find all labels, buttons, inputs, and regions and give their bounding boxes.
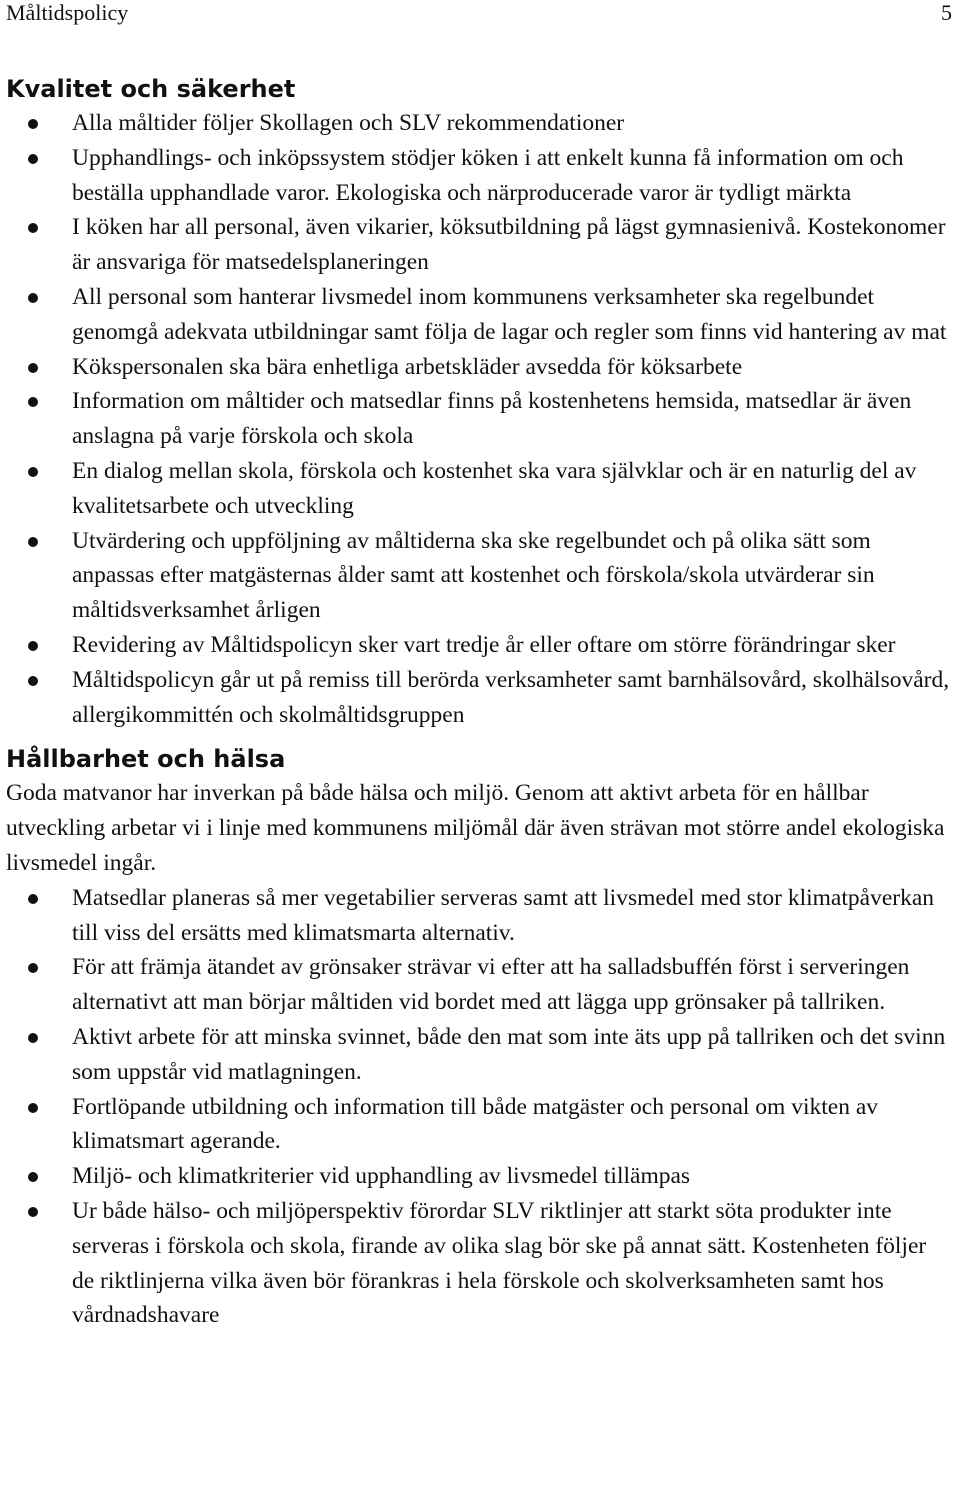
section-heading: Kvalitet och säkerhet bbox=[6, 75, 296, 103]
list-item bbox=[6, 950, 951, 1020]
section-sustainability-health bbox=[6, 742, 951, 1333]
list-item-text: I köken har all personal, även vikarier, köksutbildning på lägst gymnasienivå. Kostekonomer är ansvariga för matsedelsplaneringen bbox=[72, 214, 946, 276]
bullet-icon bbox=[28, 894, 38, 904]
bullet-icon bbox=[28, 641, 38, 651]
section-quality-safety bbox=[6, 72, 951, 732]
list-item-text: Upphandlings- och inköpssystem stödjer köken i att enkelt kunna få information om och beställa upphandlade varor. Ekologiska och närproducerade varor är tydligt märkta bbox=[72, 144, 904, 206]
bullet-icon bbox=[28, 1033, 38, 1043]
page-header bbox=[0, 0, 960, 26]
bullet-icon bbox=[28, 223, 38, 233]
list-item bbox=[6, 454, 951, 524]
list-item-text: Fortlöpande utbildning och information till både matgäster och personal om vikten av klimatsmart agerande. bbox=[72, 1093, 878, 1155]
list-item-text: Information om måltider och matsedlar finns på kostenhetens hemsida, matsedlar är även anslagna på varje förskola och skola bbox=[72, 388, 912, 450]
bullet-icon bbox=[28, 119, 38, 129]
page-number: 5 bbox=[941, 0, 952, 25]
bullet-icon bbox=[28, 1172, 38, 1182]
list-item bbox=[6, 1159, 951, 1194]
document-title: Måltidspolicy bbox=[6, 0, 129, 25]
list-item bbox=[6, 141, 951, 211]
bullet-icon bbox=[28, 363, 38, 373]
list-item bbox=[6, 210, 951, 280]
list-item-text: Miljö- och klimatkriterier vid upphandling av livsmedel tillämpas bbox=[72, 1163, 691, 1190]
bullet-list bbox=[6, 106, 951, 732]
bullet-icon bbox=[28, 963, 38, 973]
list-item bbox=[6, 1194, 951, 1333]
list-item bbox=[6, 524, 951, 628]
list-item bbox=[6, 663, 951, 733]
list-item-text: Aktivt arbete för att minska svinnet, både den mat som inte äts upp på tallriken och det svinn som uppstår vid matlagningen. bbox=[72, 1023, 946, 1085]
list-item-text: Kökspersonalen ska bära enhetliga arbetskläder avsedda för köksarbete bbox=[72, 353, 743, 380]
bullet-icon bbox=[28, 676, 38, 686]
bullet-icon bbox=[28, 1207, 38, 1217]
list-item-text: För att främja ätandet av grönsaker strävar vi efter att ha salladsbuffén först i serveringen alternativt att man börjar måltiden vid bordet med att lägga upp grönsaker på tallriken. bbox=[72, 954, 910, 1016]
bullet-icon bbox=[28, 154, 38, 164]
list-item bbox=[6, 1090, 951, 1160]
list-item bbox=[6, 628, 951, 663]
section-heading: Hållbarhet och hälsa bbox=[6, 745, 286, 774]
bullet-icon bbox=[28, 397, 38, 407]
bullet-icon bbox=[28, 293, 38, 303]
list-item bbox=[6, 881, 951, 951]
list-item bbox=[6, 1020, 951, 1090]
list-item bbox=[6, 106, 951, 141]
list-item-text: Revidering av Måltidspolicyn sker vart tredje år eller oftare om större förändringar sker bbox=[72, 631, 896, 658]
list-item-text: Matsedlar planeras så mer vegetabilier serveras samt att livsmedel med stor klimatpåverkan till viss del ersätts med klimatsmarta alternativ. bbox=[72, 884, 935, 946]
bullet-list bbox=[6, 881, 951, 1333]
list-item-text: Måltidspolicyn går ut på remiss till berörda verksamheter samt barnhälsovård, skolhälsovård, allergikommittén och skolmåltidsgruppen bbox=[72, 666, 950, 728]
list-item-text: Alla måltider följer Skollagen och SLV rekommendationer bbox=[72, 110, 625, 136]
bullet-icon bbox=[28, 537, 38, 547]
list-item bbox=[6, 350, 951, 385]
document-body bbox=[6, 72, 951, 1333]
list-item bbox=[6, 384, 951, 454]
list-item-text: En dialog mellan skola, förskola och kostenhet ska vara självklar och är en naturlig del av kvalitetsarbete och utveckling bbox=[72, 457, 917, 519]
list-item-text: Utvärdering och uppföljning av måltiderna ska ske regelbundet och på olika sätt som anpassas efter matgästernas ålder samt att kostenhet och förskola/skola utvärderar sin måltidsverksamhet årligen bbox=[72, 527, 875, 624]
list-item-text: All personal som hanterar livsmedel inom kommunens verksamheter ska regelbundet genomgå adekvata utbildningar samt följa de lagar och regler som finns vid hantering av mat bbox=[72, 283, 947, 345]
bullet-icon bbox=[28, 467, 38, 477]
section-intro: Goda matvanor har inverkan på både hälsa och miljö. Genom att aktivt arbeta för en hållbar utveckling arbetar vi i linje med kommunens miljömål där även strävan mot större andel ekologiska livsmedel ingår. bbox=[6, 780, 945, 876]
bullet-icon bbox=[28, 1103, 38, 1113]
list-item bbox=[6, 280, 951, 350]
list-item-text: Ur både hälso- och miljöperspektiv förordar SLV riktlinjer att starkt söta produkter inte serveras i förskola och skola, firande av olika slag bör ske på annat sätt. Kostenheten följer de riktlinjerna vilka även bör förankras i hela förskole och skolverksamheten samt hos vårdnadshavare bbox=[72, 1197, 927, 1329]
